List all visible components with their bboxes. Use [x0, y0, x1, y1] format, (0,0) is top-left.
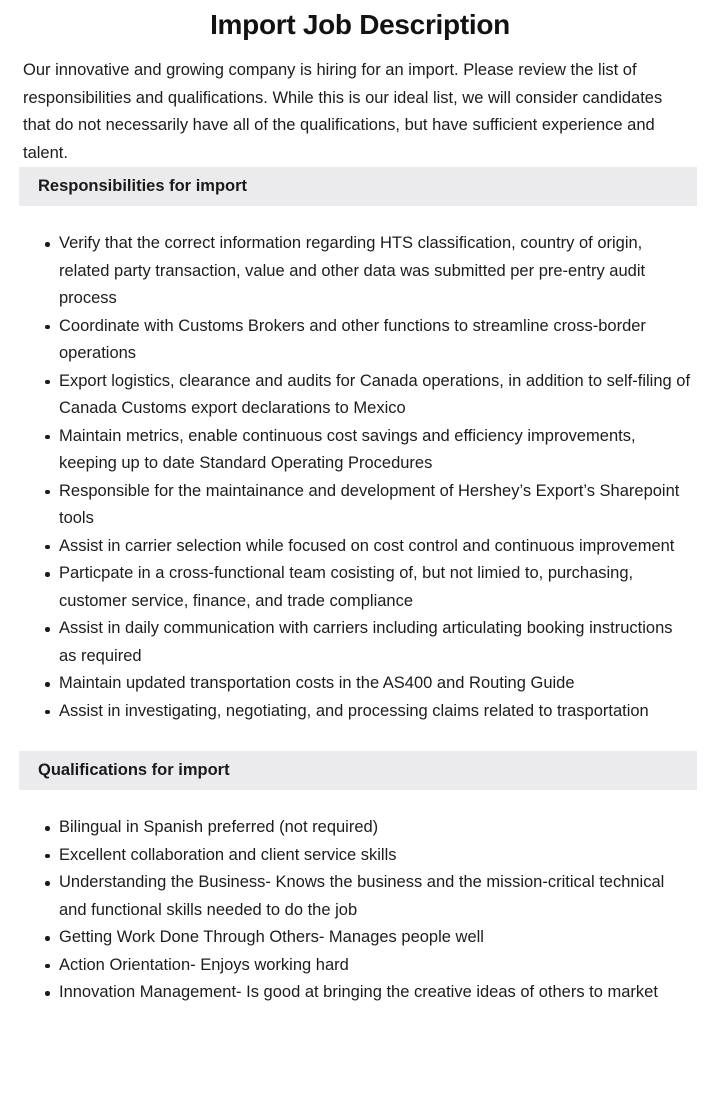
- page-title: Import Job Description: [210, 9, 510, 40]
- list-item: Innovation Management- Is good at bringing the creative ideas of others to market: [0, 979, 720, 1007]
- intro-paragraph: Our innovative and growing company is hiring for an import. Please review the list of responsibilities and qualifications. While this is our ideal list, we will consider candidates that do not necessarily have all of the qualifications, but have sufficient experience and talent.: [23, 61, 663, 162]
- section-header-responsibilities: [19, 167, 697, 206]
- list-item: Excellent collaboration and client service skills: [0, 842, 720, 870]
- section-heading-label: Qualifications for import: [38, 761, 230, 779]
- list-item: Bilingual in Spanish preferred (not required): [0, 814, 720, 842]
- list-item: Export logistics, clearance and audits for Canada operations, in addition to self-filing of Canada Customs export declarations to Mexico: [0, 368, 720, 423]
- list-item: Verify that the correct information regarding HTS classification, country of origin, related party transaction, value and other data was submitted per pre-entry audit process: [0, 230, 720, 313]
- list-item: Maintain updated transportation costs in the AS400 and Routing Guide: [0, 670, 720, 698]
- section-qualifications: [0, 751, 720, 1017]
- list-item: Coordinate with Customs Brokers and other functions to streamline cross-border operations: [0, 313, 720, 368]
- list-item: Understanding the Business- Knows the business and the mission-critical technical and functional skills needed to do the job: [0, 869, 720, 924]
- list-item: Assist in daily communication with carriers including articulating booking instructions as required: [0, 615, 720, 670]
- list-item: Getting Work Done Through Others- Manages people well: [0, 924, 720, 952]
- qualifications-list: [0, 790, 720, 1017]
- section-heading-label: Responsibilities for import: [38, 177, 248, 195]
- responsibilities-list: [0, 206, 720, 751]
- list-item: Maintain metrics, enable continuous cost savings and efficiency improvements, keeping up to date Standard Operating Procedures: [0, 423, 720, 478]
- list-item: Responsible for the maintainance and development of Hershey’s Export’s Sharepoint tools: [0, 478, 720, 533]
- section-responsibilities: [0, 167, 720, 751]
- list-item: Assist in investigating, negotiating, and processing claims related to trasportation: [0, 698, 720, 726]
- list-item: Action Orientation- Enjoys working hard: [0, 952, 720, 980]
- section-header-qualifications: [19, 751, 697, 790]
- list-item: Particpate in a cross-functional team cosisting of, but not limied to, purchasing, customer service, finance, and trade compliance: [0, 560, 720, 615]
- list-item: Assist in carrier selection while focused on cost control and continuous improvement: [0, 533, 720, 561]
